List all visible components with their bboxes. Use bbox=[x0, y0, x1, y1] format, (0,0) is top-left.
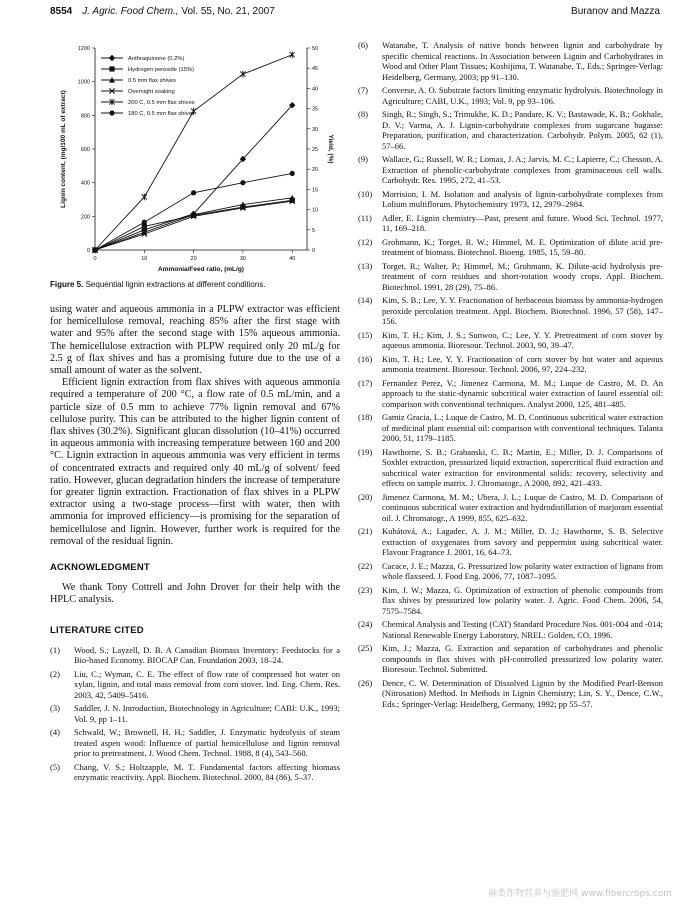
figure-label: Figure 5. bbox=[50, 280, 84, 289]
series-line-2 bbox=[95, 200, 292, 250]
legend-label: 0.5 mm flax shives bbox=[128, 78, 176, 84]
reference-text: Hawthorne, S. B.; Grabanski, C. B.; Martin, E.; Miller, D. J. Comparisons of Soxhlet extraction, pressurized liquid extraction, supercritical fluid extraction and subcritical water extraction for environmental solids: recovery, selectivity and effects on sample matrix. J. Chromatogr., A 2000, 892, 421–433. bbox=[382, 446, 663, 488]
reference-item bbox=[358, 295, 663, 327]
reference-item bbox=[358, 619, 663, 640]
reference-text: Converse, A. O. Substrate factors limiting enzymatic hydrolysis. Biotechnology in Agriculture; CABI, U.K., 1993; Vol. 9, pp 93–106. bbox=[382, 85, 663, 106]
reference-number: (23) bbox=[358, 584, 373, 595]
left-column bbox=[50, 304, 340, 786]
y2-tick-label: 50 bbox=[312, 46, 319, 52]
reference-number: (25) bbox=[358, 643, 373, 653]
reference-number: (7) bbox=[358, 85, 368, 95]
reference-number: (15) bbox=[358, 329, 373, 340]
reference-number: (6) bbox=[358, 40, 368, 50]
series-line-4 bbox=[95, 201, 292, 250]
reference-text: Kim, T. H.; Kim, J. S.; Sunwoo, C.; Lee, Y. Y. Pretreatment of corn stover by aqueous ammonia. Bioresour. Technol. 2003, 90, 39–47. bbox=[382, 329, 663, 350]
running-authors: Buranov and Mazza bbox=[571, 6, 660, 17]
site-watermark: 麻类作物营养与施肥网 www.fibercrops.com bbox=[488, 889, 672, 899]
reference-item bbox=[358, 40, 663, 82]
reference-text: Kim, J.; Mazza, G. Extraction and separation of carbohydrates and phenolic compounds in flax shives with pH-controlled pressurized low polarity water. Bioresour. Technol. Submitted. bbox=[382, 643, 663, 674]
reference-text: Chang, V. S.; Holtzapple, M. T. Fundamental factors affecting biomass enzymatic reactivity. Appl. Biochem. Biotechnol. 2000, 84 (86), 5–37. bbox=[74, 761, 340, 783]
x-axis-label: Ammonia/Feed ratio, (mL/g) bbox=[158, 266, 244, 273]
reference-number: (8) bbox=[358, 109, 368, 119]
reference-item bbox=[50, 703, 340, 724]
reference-text: Dence, C. W. Determination of Dissolved Lignin by the Modified Pearl-Benson (Nitrosation) Method. In Methods in Lignin Chemistry; Lin, S. Y., Dence, C.W., Eds.; Springer-Verlag: Heidelberg, Germany, 1992; pp 55–57. bbox=[382, 677, 663, 709]
reference-text: Grohmann, K.; Torget, R. W.; Himmel, M. E. Optimization of dilute acid pre-treatment of biomass. Biotechnol. Bioeng. 1985, 15, 59–80. bbox=[382, 236, 663, 257]
reference-text: Liu, C.; Wyman, C. E. The effect of flow rate of compressed hot water on xylan, lignin, and total mass removal from corn stover. Ind. Eng. Chem. Res. 2003, 42, 5409–5416. bbox=[74, 668, 340, 700]
x-tick-label: 40 bbox=[289, 256, 296, 262]
reference-item bbox=[50, 727, 340, 759]
reference-number: (1) bbox=[50, 644, 60, 655]
y2-tick-label: 0 bbox=[312, 248, 316, 254]
y-tick-label: 200 bbox=[80, 214, 90, 221]
literature-heading: LITERATURE CITED bbox=[50, 624, 144, 636]
reference-number: (19) bbox=[358, 446, 373, 457]
reference-number: (9) bbox=[358, 154, 368, 164]
reference-number: (20) bbox=[358, 491, 373, 502]
reference-text: Wood, S.; Layzell, D. B. A Canadian Biomass Inventory: Feedstocks for a Bio-based Economy. BIOCAP Can. Foundation 2003, 18–24. bbox=[74, 644, 340, 666]
reference-number: (4) bbox=[50, 727, 60, 738]
legend-label: Overnight soaking bbox=[128, 89, 175, 95]
data-point bbox=[290, 171, 295, 176]
reference-text: Singh, R.; Singh, S.; Trimukhe, K. D.; Pandare, K. V.; Bastawade, K. B.; Gokhale, D. V.; Varma, A. J. Lignin-carbohydrate complexes from sugarcane bagasse: Preparation, purification, and characterization. Carbohydr. Polym. 2005, 62 (1), 57–66. bbox=[382, 109, 663, 151]
reference-text: Kim, T. H.; Lee, Y. Y. Fractionation of corn stover by hot water and aqueous ammonia treatment. Bioresour. Technol. 2006, 97, 224–232. bbox=[382, 353, 663, 374]
data-point bbox=[191, 190, 196, 195]
y-tick-label: 800 bbox=[80, 113, 90, 120]
legend-label: 200 C, 0.5 mm flax shives bbox=[128, 100, 195, 106]
reference-item bbox=[358, 261, 663, 293]
legend-label: Anthraquinone (0.2%) bbox=[128, 56, 185, 62]
y-tick-label: 0 bbox=[86, 248, 90, 254]
y2-tick-label: 40 bbox=[312, 86, 319, 93]
reference-number: (3) bbox=[50, 703, 60, 714]
reference-number: (5) bbox=[50, 761, 60, 772]
body-paragraph: using water and aqueous ammonia in a PLPW extractor was efficient for hemicellulose removal, reaching 85% after the first stage with water and 95% after the second stage with 15% aqueous ammonia. The hemicellulose extraction with PLPW required only 20 mL/g for 2.5 g of flax shives and has a promising future due to the use of a small amount of water as the solvent. bbox=[50, 304, 340, 377]
y2-tick-label: 20 bbox=[312, 167, 319, 174]
y-tick-label: 1000 bbox=[77, 79, 90, 86]
reference-text: Wallace, G.; Russell, W. R.; Lomax, J. A.; Jarvis, M. C.; Lapierre, C.; Chesson, A. Extraction of phenolic-carbohydrate complexes from graminaceous cell walls. Carbohydr. Res. 1995, 272, 41–53. bbox=[382, 154, 663, 185]
volume-info: Vol. 55, No. 21, 2007 bbox=[181, 6, 275, 17]
reference-text: Chemical Analysis and Testing (CAT) Standard Procedure Nos. 001-004 and -014; National Renewable Energy Laboratory, NREL: Golden, CO, 1996. bbox=[382, 619, 663, 640]
acknowledgment-heading: ACKNOWLEDGMENT bbox=[50, 562, 150, 574]
data-point bbox=[290, 51, 295, 58]
reference-item bbox=[358, 330, 663, 351]
reference-number: (26) bbox=[358, 677, 373, 688]
reference-item bbox=[358, 447, 663, 489]
reference-number: (2) bbox=[50, 668, 60, 679]
y2-tick-label: 45 bbox=[312, 66, 319, 73]
reference-text: Gamiz Gracia, L.; Luque de Castro, M. D. Continuous subcritical water extraction of medicinal plant essential oil: comparison with conventional techniques. Talanta 2000, 51, 1179–1185. bbox=[382, 412, 663, 443]
reference-text: Torget, R.; Walter, P.; Himmel, M.; Grohmann, K. Dilute-acid hydrolysis pre-treatment of corn residues and short-rotation woody crops. Appl. Biochem. Biotechnol. 1991, 28 (29), 75–86. bbox=[382, 260, 663, 292]
reference-item bbox=[50, 762, 340, 783]
reference-item bbox=[358, 154, 663, 186]
reference-text: Schwald, W.; Brownell, H. H.; Saddler, J. Enzymatic hydrolysis of steam treated aspen wood: Influence of partial hemicellulose and lignin removal prior to pretreatment. J. Wood Chem. Technol. 1988, 8 (4), 543–560. bbox=[74, 727, 340, 759]
y2-tick-label: 5 bbox=[312, 227, 316, 234]
x-tick-label: 20 bbox=[190, 256, 197, 262]
reference-item bbox=[358, 492, 663, 524]
reference-item bbox=[358, 585, 663, 617]
reference-number: (11) bbox=[358, 212, 372, 223]
reference-item bbox=[358, 354, 663, 375]
reference-item bbox=[358, 561, 663, 582]
y2-tick-label: 10 bbox=[312, 207, 319, 214]
y-tick-label: 400 bbox=[80, 180, 90, 187]
legend-label: 180 C, 0.5 mm flax shives bbox=[128, 111, 195, 117]
legend-marker bbox=[109, 55, 115, 61]
page-number: 8554 bbox=[50, 6, 73, 17]
reference-text: Saddler, J. N. Introduction, Biotechnology in Agriculture; CABI: U.K., 1993; Vol. 9, pp 1–11. bbox=[74, 703, 340, 724]
figure-5 bbox=[45, 38, 340, 278]
reference-number: (24) bbox=[358, 619, 373, 629]
reference-item bbox=[358, 412, 663, 444]
y-tick-label: 600 bbox=[80, 147, 90, 153]
reference-number: (18) bbox=[358, 412, 373, 422]
y2-axis-label: Yield, (%) bbox=[327, 134, 334, 164]
reference-text: Watanabe, T. Analysis of native bonds between lignin and carbohydrate by specific chemical reactions. In Association between Lignin and Carbohydrates in Wood and Other Plant Tissues; Koshijima, T. Watanabe, T., Eds.; Springer-Verlag: Heidelberg, Germany, 2003; pp 91–130. bbox=[382, 40, 663, 82]
reference-item bbox=[358, 378, 663, 410]
page-header bbox=[50, 6, 660, 22]
reference-text: Kubátová, A.; Lagadec, A. J. M.; Miller, D. J.; Hawthorne, S. B. Selective extraction of oxygenates from savory and peppermint using subcritical water. Flavour Fragrance J. 2001, 16, 64–73. bbox=[382, 526, 663, 557]
reference-item bbox=[358, 85, 663, 106]
lignin-extraction-chart bbox=[45, 38, 340, 278]
figure-caption bbox=[50, 280, 350, 289]
data-point bbox=[240, 71, 245, 78]
reference-text: Kim, J. W.; Mazza, G. Optimization of extraction of phenolic compounds from flax shives by pressurized low polarity water. J. Agric. Food Chem. 2006, 54, 7575–7584. bbox=[382, 584, 663, 616]
legend-label: Hydrogen peroxide (15%) bbox=[128, 67, 195, 73]
reference-number: (16) bbox=[358, 353, 373, 364]
data-point bbox=[240, 180, 245, 185]
y-tick-label: 1200 bbox=[77, 46, 90, 52]
acknowledgment-text: We thank Tony Cottrell and John Drover for their help with the HPLC analysis. bbox=[50, 582, 340, 606]
reference-item bbox=[50, 645, 340, 666]
reference-item bbox=[358, 643, 663, 675]
reference-item bbox=[358, 526, 663, 558]
reference-number: (12) bbox=[358, 236, 373, 247]
reference-text: Jimenez Carmona, M. M.; Ubera, J. L.; Luque de Castro, M. D. Comparison of continuous subcritical water extraction and hydrodistillation of marjoram essential oil. J. Chromatogr., A 1999, 855, 625–632. bbox=[382, 491, 663, 523]
legend-marker bbox=[109, 110, 114, 115]
reference-number: (21) bbox=[358, 526, 373, 536]
x-tick-label: 30 bbox=[239, 256, 246, 262]
reference-text: Adler, E. Lignin chemistry—Past, present and future. Wood Sci. Technol. 1977, 11, 169–218. bbox=[382, 212, 663, 233]
reference-number: (10) bbox=[358, 188, 373, 199]
data-point bbox=[142, 220, 147, 225]
reference-number: (13) bbox=[358, 260, 373, 271]
x-tick-label: 0 bbox=[93, 256, 97, 262]
y2-tick-label: 25 bbox=[312, 147, 319, 153]
series-line-5 bbox=[95, 55, 292, 250]
reference-number: (17) bbox=[358, 377, 373, 388]
y-axis-label: Lignin content, (mg/100 mL of extract) bbox=[60, 90, 67, 208]
reference-item bbox=[358, 189, 663, 210]
x-tick-label: 10 bbox=[141, 256, 148, 262]
reference-text: Morrision, I. M. Isolation and analysis of lignin-carbohydrate complexes from Lolium multiflorum. Phytochemistry 1973, 12, 2979–2984. bbox=[382, 188, 663, 209]
y2-tick-label: 15 bbox=[312, 187, 319, 194]
body-paragraph: Efficient lignin extraction from flax shives with aqueous ammonia required a temperature of 200 °C, a flow rate of 0.5 mL/min, and a particle size of 0.5 mm to achieve 77% lignin removal and 67% cellulose purity. This can be attributed to the higher lignin content of flax shives (30.2%). Significant glucan dissolution (10–41%) occurred in aqueous ammonia with increasing temperature between 160 and 200 °C. Lignin extraction in aqueous ammonia was very efficient in terms of concentrated extracts and required only 40 mL/g of solvent/ feed ratio. However, glucan degradation hinders the increase of temperature for greater lignin extraction. Fractionation of flax shives in a PLPW extractor using a two-stage process—first with water, then with ammonia for improved efficiency—is promising for the separation of hemicellulose and lignin. However, further work is required for the removal of the residual lignin. bbox=[50, 377, 340, 547]
right-column bbox=[358, 40, 663, 712]
reference-text: Kim, S. B.; Lee, Y. Y. Fractionation of herbaceous biomass by ammonia-hydrogen peroxide percolation treatment. Appl. Biochem. Biotechnol. 1996, 57 (58), 147–156. bbox=[382, 295, 663, 326]
figure-caption-text: Sequential lignin extractions at different conditions. bbox=[85, 280, 266, 289]
y2-tick-label: 35 bbox=[312, 106, 319, 113]
y2-tick-label: 30 bbox=[312, 126, 319, 133]
journal-name: J. Agric. Food Chem., bbox=[82, 6, 179, 17]
reference-item bbox=[358, 109, 663, 151]
series-line-1 bbox=[95, 105, 292, 250]
data-point bbox=[142, 194, 147, 201]
data-point bbox=[92, 247, 97, 252]
reference-text: Cacace, J. E.; Mazza, G. Pressurized low polarity water extraction of lignans from whole flaxseed. J. Food Eng. 2006, 77, 1087–1095. bbox=[382, 560, 663, 581]
reference-text: Fernandez Perez, V.; Jimenez Carmona, M. M.; Luque de Castro, M. D. An approach to the static-dynamic subcritical water extraction of laurel essential oil: comparison with conventional techniques. Analyst 2000, 125, 481–485. bbox=[382, 377, 663, 409]
reference-list-left bbox=[50, 645, 340, 783]
reference-item bbox=[50, 669, 340, 701]
reference-number: (14) bbox=[358, 295, 373, 305]
reference-item bbox=[358, 237, 663, 258]
reference-item bbox=[358, 213, 663, 234]
legend-marker bbox=[109, 66, 114, 71]
reference-list-right bbox=[358, 40, 663, 709]
reference-item bbox=[358, 678, 663, 710]
reference-number: (22) bbox=[358, 560, 373, 571]
